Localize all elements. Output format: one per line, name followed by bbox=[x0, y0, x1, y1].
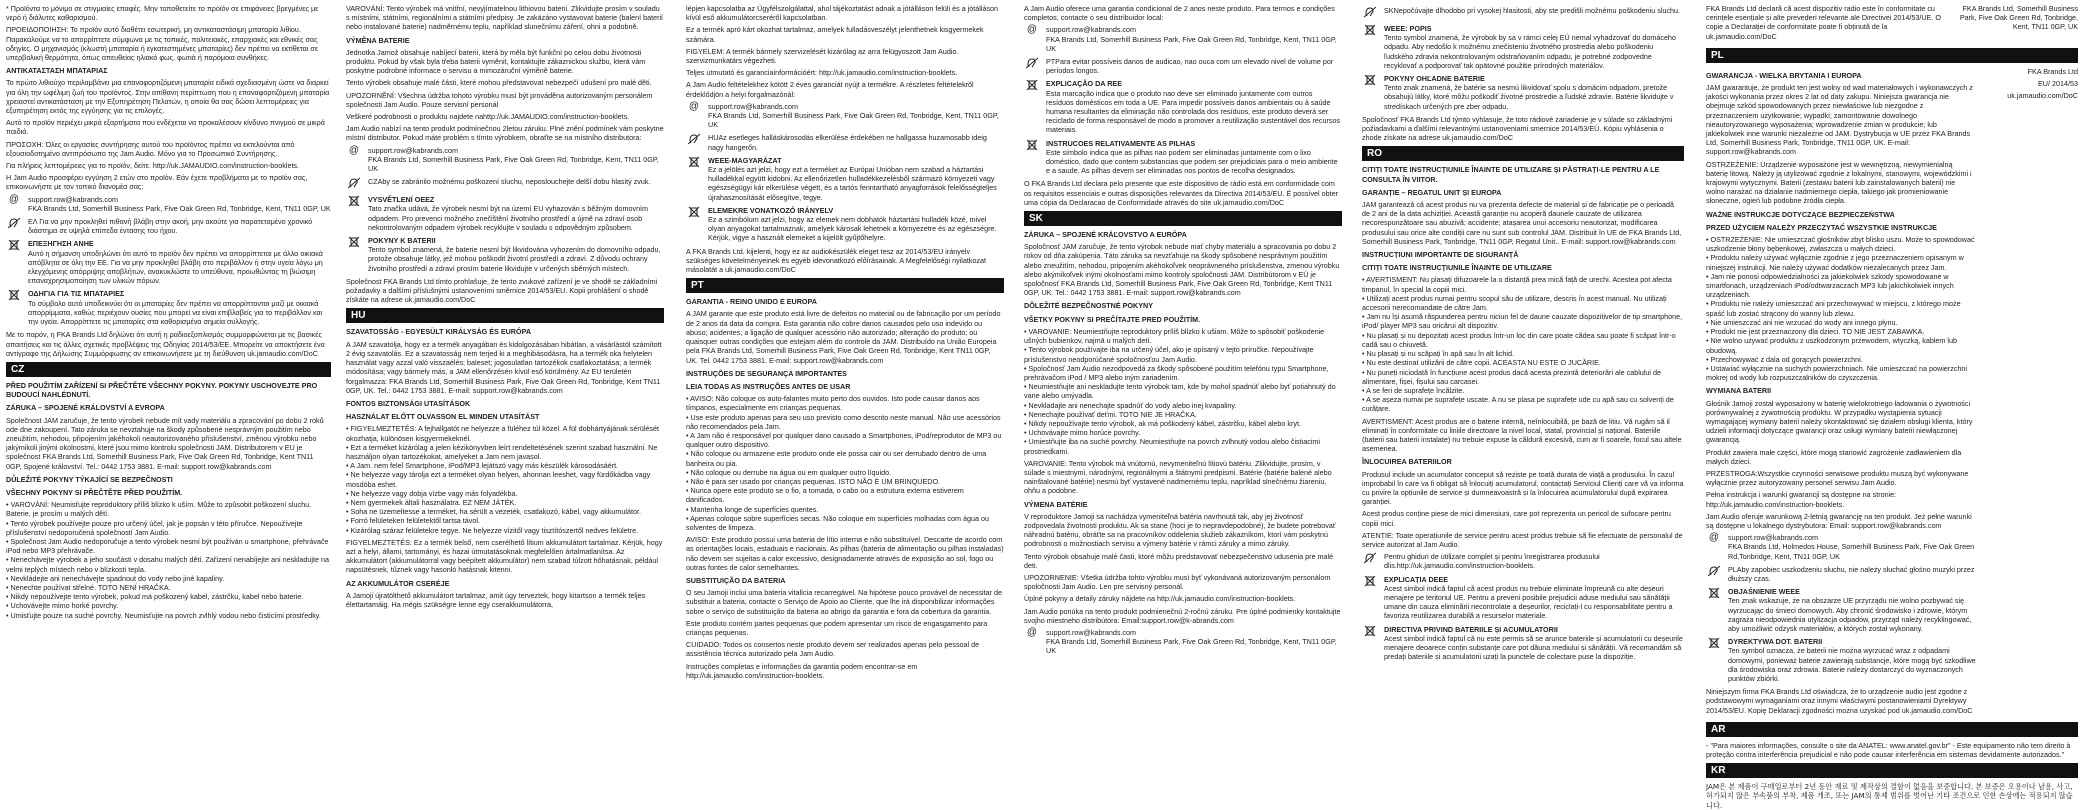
hu-warning: FIGYELMEZTETÉS: Ez a termék belső, nem cserélhető lítium akkumulátort tartalmaz. Kérjük, hogy azt a helyi, állami, tartományi, és hazai útmutatásoknak megfelelően ártalmatlanítsa. Az akkumulátort (akkumulátorral vagy beépített akkumulátor) nem szabad túlzott hőhatásnak, például napsütésnek, tűznek vagy hasonló hatásnak kitenni. bbox=[346, 537, 663, 575]
sk-email: support.row@kabrands.com bbox=[1046, 627, 1136, 637]
ro-caution: ATENȚIE: Toate operațiunile de service pentru acest produs trebuie să fie efectuate de personalul de service autorizat al Jam Audio. bbox=[1362, 530, 1683, 549]
sk-company: FKA Brands Ltd, Somerhill Business Park, Five Oak Green Rd, Tonbridge, Kent, TN11 0GP, UK bbox=[1046, 637, 1337, 656]
greek-hearing bbox=[6, 217, 331, 235]
greek-info: Για πλήρεις λεπτομέρειες για το προϊόν, δείτε. http://uk.JAMAUDIO.com/instruction-booklets. bbox=[6, 161, 300, 171]
greek-battery-dir-text: Το σύμβολο αυτό υποδεικνύει ότι οι μπαταρίες δεν πρέπει να απορρίπτονται μαζί με οικιακά απορρίμματα, καθώς περιέχουν ουσίες που μπορεί να είναι επιβλαβείς για το περιβάλλον και την υγεία. Απορρίπτετε τις μπαταρίες στα καθορισμένα σημεία συλλογής. bbox=[28, 298, 323, 327]
pt-caution: CUIDADO: Todos os consertos neste produto devem ser realizados apenas pelo pessoal de assistência técnica autorizado pela Jam Audio. bbox=[686, 640, 980, 659]
section-header-kr: KR bbox=[1706, 763, 2078, 778]
hu-warranty: A JAM szavatolja, hogy ez a termék anyagában és kidolgozásában hibátlan, a vásárlástól számított 2 évig szavatolás. Ez a szavatosság nem terjed ki a meghibásodásra, ha a termék oka helytelen használat vagy azzal való visszaélés; baleset; jogosulatlan tartozékok csatlakoztatása; a termék módosítása; vagy bármely más, a JAM ellenőrzésén kívül eső körülmény. Az EU területén forgalmazza: FKA Brands Ltd, Somerhill Business Park, Five Oak Green Rd, Tonbridge, Kent TN11 0GP, UK. Tel.: 0442 1753 3881. E-mail: support.row@kabrands.com bbox=[346, 339, 662, 395]
ro-battery-dir-text: Acest simbol indică faptul că nu este permis să se arunce bateriile și acumulatorii cu deșeurile menajere deoarece conțin substanțe care pot dăuna mediului și sănătății. Vă recomandăm să predați bateriile și acumulatorii uzați la punctele de colectare puse la dispoziție. bbox=[1384, 633, 1683, 662]
column-5 bbox=[1362, 4, 1684, 745]
section-header-ro: RO bbox=[1362, 146, 1684, 161]
section-header-ar: AR bbox=[1706, 722, 2078, 737]
cz-company: FKA Brands Ltd, Somerhill Business Park, Five Oak Green Rd, Tonbridge, Kent, TN11 0GP, UK bbox=[368, 154, 659, 174]
ear-icon bbox=[1706, 565, 1722, 579]
pt-warning: AVISO: Este produto possui uma bateria de lítio interna e não substituível. Descarte de acordo com as orientações locais, estaduais e nacionais. As pilhas (bateria de alimentação ou pilhas instaladas) não devem ser sujeitas a calor excessivo, designadamente através de exposição ao sol, fogo ou outras fontes de calor semelhantes. bbox=[686, 535, 1004, 572]
crossed-bin-icon bbox=[1024, 79, 1040, 93]
greek-hearing-text: ΕΛ Για να μην προκληθεί πιθανή βλάβη στην ακοή, μην ακούτε για παρατεταμένο χρονικό διάστημα σε υψηλά επίπεδα έντασης του ήχου. bbox=[28, 217, 313, 236]
ro-read-title: CITIȚI TOATE INSTRUCȚIUNILE ÎNAINTE DE UTILIZARE bbox=[1362, 263, 1552, 273]
hu-title: SZAVATOSSÁG - EGYESÜLT KIRÁLYSÁG ÉS EURÓPA bbox=[346, 327, 532, 337]
cz-safety-title: DŮLEŽITÉ POKYNY TÝKAJÍCÍ SE BEZPEČNOSTI bbox=[6, 474, 173, 484]
sk-safety-title: DÔLEŽITÉ BEZPEČNOSTNÉ POKYNY bbox=[1024, 301, 1153, 311]
ro-warning: AVERTISMENT: Acest produs are o baterie internă, neînlocuibilă, pe bază de litiu. Vă rugăm să il eliminați în conformitate cu liniile directoare la nivel local, statal, provincial și național. Bateriile (baterii sau baterii instalate) nu trebuie expuse la căldură excesivă, cum ar fi soarele, focul sau altele asemenea. bbox=[1362, 416, 1682, 454]
pl-warranty: JAM gwarantuje, że produkt ten jest wolny od wad materiałowych i wykonawczych z jakości wykonania przez okres 2 lat od daty zakupu. Niniejsza gwarancja nie obejmuje szkód spowodowanych przez niewłaściwe lub niezgodne z przeznaczeniem użytkowanie; wypadki; zamontowanie dowolnego nieautoryzowanego wyposażenia; wprowadzenie zmian w produkcie; lub jakiekolwiek inne warunki niezależne od JAM. Dystrybucja w UE przez FKA Brands Ltd, Somerhill Business Park, Tonbridge, TN11 0GP, UK. E-mail: support.row@kabrands.com bbox=[1706, 83, 1973, 157]
sk-battery-title: VÝMENA BATÉRIE bbox=[1024, 499, 1088, 509]
hu-small-parts: Ez a termék apró kárt okozhat tartalmaz, amelyek fulladásveszélyt jelenthetnek kisgyermekek számára. bbox=[686, 25, 984, 44]
sk-battery-dir-title: POKYNY OHĽADNE BATERIE bbox=[1384, 74, 1485, 84]
hu-email: support.row@kabrands.com bbox=[708, 101, 798, 111]
ro-hearing-text: Pentru ghiduri de utilizare complet și pentru înregistrarea produsului dlis.http://uk.jamaudio.com/instruction-booklets. bbox=[1384, 552, 1600, 571]
ro-title: CITIȚI TOATE INSTRUCȚIUNILE ÎNAINTE DE UTILIZARE ȘI PĂSTRAȚI-LE PENTRU A LE CONSULTA ÎN VIITOR. bbox=[1362, 165, 1660, 184]
ro-weee bbox=[1362, 575, 1684, 621]
cz-warranty: Společnost JAM zaručuje, že tento výrobek nebude mít vady materiálu a zpracování po dobu 2 roků ode dne zakoupení. Tato záruka se nevztahuje na škody způsobené nesprávným použitím nebo zneužitím, nehodou, připojením jakéhokoli neautorizovaného příslušenství, změnou výrobku nebo jakýmikoli jinými okolnostmi, které jsou mimo kontrolu společnosti JAM. Distributorem v EU je společnost FKA Brands Ltd, Somerhill Business Park, Five Oak Green Rd, Tonbridge, Kent TN11 0GP, Spojené království. Tel.: 0442 1753 3881. E-mail: support.row@kabrands.com bbox=[6, 415, 324, 471]
greek-battery-text: Το πρώτο λιθιούχο περιλαμβάνει μια επαναφορτιζόμενη μπαταρία ειδικά σχεδιασμένη ώστε να διαρκεί για όλη την ωφέλιμη ζωή του προϊόντος. Στην απίθανη περίπτωση που η επαναφορτιζόμενη μπαταρία χρειαστεί αντικατάσταση με την Εξυπηρέτηση Πελατών, η οποία θα σας δώσει λεπτομέρειες για εξυπηρέτηση εκτός της εγγύησης για τις επιλογές. bbox=[6, 78, 330, 116]
pt-hearing bbox=[1024, 57, 1342, 75]
cz-declaration: Společnost FKA Brands Ltd tímto prohlašuje, že tento zvukové zařízení je ve shodě se základními požadavky a dalšími příslušnými ustanoveními směrnice 2014/53/EU. Kopii prohlášení o shodě získáte na adrese uk.jamaudio.com/DoC bbox=[346, 276, 658, 305]
sk-contact: Jam Audio ponúka na tento produkt podmienečnú 2-ročnú záruku. Pre úplné podmienky kontaktujte svojho miestneho distribútora: Email:support.row@k-abrands.com bbox=[1024, 606, 1341, 625]
pl-caution: PRZESTROGA:Wszystkie czynności serwisowe produktu muszą być wykonywane wyłącznie przez autoryzowany personel serwisu Jam Audio. bbox=[1706, 468, 1969, 488]
pl-read-title: PRZED UŻYCIEM NALEŻY PRZECZYTAĆ WSZYSTKIE INSTRUKCJE bbox=[1706, 222, 1937, 232]
greek-address bbox=[6, 195, 331, 213]
pl-section bbox=[1706, 67, 1976, 718]
cz-small-parts: Tento výrobek obsahuje malé části, které mohou představovat nebezpečí udušení pro malé děti. bbox=[346, 78, 652, 88]
ro-battery: Produsul include un acumulator conceput să reziste pe toată durata de viață a produsului. În cazul improbabil în care va fi obligat să înlocuiți acumulatorul, contactați Serviciul Clienți care vă va informa cu privire la opțiunile de service și dumneavoastră și la înlocuirea acumulatorului după expirarea garanției. bbox=[1362, 469, 1684, 507]
pl-battery-dir-title: DYREKTYWA DOT. BATERII bbox=[1728, 637, 1823, 647]
cz-hearing bbox=[346, 177, 664, 191]
pl-battery: Głośnik Jamoji został wyposażony w baterię wielokrotnego ładowania o żywotności porównywalnej z żywotnością produktu. W przypadku wystąpienia sytuacji wymagającej wymiany baterii należy skontaktować się działem obsługi klienta, który udzieli informacji dotyczące gwarancji oraz usługi wymiany baterii niewłączonej gwarancją. bbox=[1706, 398, 1973, 445]
column-2 bbox=[346, 4, 664, 745]
pt-small-parts: Este produto contém partes pequenas que podem apresentar um risco de engasgamento para crianças pequenas. bbox=[686, 618, 988, 637]
pl-warning: OSTRZEŻENIE: Urządzenie wyposażone jest w wewnętrzną, niewymienialną baterię litową. Należy ją utylizować zgodnie z lokalnymi, stanowymi, wojewódzkimi i krajowymi wytycznymi. Baterii (zestawu baterii lub zainstalowanych baterii) nie wolno narażać na działanie nadmiernego ciepła, takiego jak promieniowanie słoneczne, ogień lub podobne źródła ciepła. bbox=[1706, 159, 1972, 206]
ro-small-parts: Acest produs conține piese de mici dimensiuni, care pot reprezenta un pericol de sufocare pentru copiii mici. bbox=[1362, 509, 1671, 528]
pt-read-title: LEIA TODAS AS INSTRUÇÕES ANTES DE USAR bbox=[686, 381, 851, 391]
pl-address bbox=[1706, 533, 1976, 561]
hu-hearing-text: HUAz esetleges halláskárosodás elkerülése érdekében ne hallgassa huzamosabb ideig nagy hangerőn. bbox=[708, 133, 987, 152]
pt-battery-dir-title: INSTRUCOES RELATIVAMENTE AS PILHAS bbox=[1046, 138, 1196, 148]
crossed-bin-icon bbox=[1706, 587, 1722, 601]
greek-contact: Η Jam Audio προσφέρει εγγύηση 2 ετών στο προϊόν. Εάν έχετε προβλήματα με το προϊόν σας, επικοινωνήστε με τον τοπικό διανομέα σας: bbox=[6, 173, 308, 192]
cz-title: PŘED POUŽITÍM ZAŘÍZENÍ SI PŘEČTĚTE VŠECHNY POKYNY. POKYNY USCHOVEJTE PRO BUDOUCÍ NAHLÉDNUTÍ. bbox=[6, 380, 318, 400]
ear-icon bbox=[346, 177, 362, 191]
cz-battery-dir-title: POKYNY K BATERII bbox=[368, 236, 436, 246]
greek-battery-dir bbox=[6, 289, 331, 326]
cz-contact: Jam Audio nabízí na tento produkt podmínečnou 2letou záruku. Plné znění podmínek vám poskytne místní distributor. Pokud máte problém s tímto výrobkem, obraťte se na místního distributora: bbox=[346, 124, 664, 143]
crossed-bin-icon bbox=[346, 236, 362, 250]
pl-safety-title: WAŻNE INSTRUKCJE DOTYCZĄCE BEZPIECZEŃSTWA bbox=[1706, 209, 1895, 219]
sk-battery: V reproduktore Jamoji sa nachádza vymeniteľná batéria navrhnutá tak, aby jej životnosť zodpovedala životnosti produktu. Ak sa stane (hoci je to nepravdepodobné), že budete potrebovať náhradnú batériu, obráťte sa na pracovníkov oddelenia služieb zákazníkom, ktorí vám poskytnú podrobnosti o možnostiach servisu a výmeny batérie v rámci záruky a mimo záruky. bbox=[1024, 511, 1336, 549]
column-4 bbox=[1024, 4, 1342, 745]
ear-icon bbox=[1024, 57, 1040, 71]
column-1 bbox=[6, 4, 331, 745]
cz-warning: VAROVÁNÍ: Tento výrobek má vnitřní, nevyjímatelnou lithiovou baterii. Zlikvidujte prosím v souladu s místními, státními, regionálními a státními předpisy. Je zakázáno vystavovat baterie (balení baterií nebo instalované baterie) nadměrnému teplu, například slunečnímu záření, ohni a podobně. bbox=[346, 4, 664, 32]
hu-details: Teljes utmutató és garanciainformációért: http://uk.jamaudio.com/instruction-booklets. bbox=[686, 68, 958, 78]
pl-battery-dir-text: Ten symbol oznacza, że baterii nie można wyrzucać wraz z odpadami domowymi, ponieważ baterie zawierają substancje, które mogą być szkodliwe dla środowiska oraz zdrowia. Baterie należy dostarczyć do wyznaczonych punktów zbiórki. bbox=[1728, 646, 1976, 683]
pl-weee bbox=[1706, 587, 1976, 633]
pl-battery-dir bbox=[1706, 637, 1976, 683]
pl-contact: Jam Audio oferuje warunkową 2-letnią gwarancję na ten produkt. Jeż pełne warunki są dostępne u lokalnego dystrybutora: Email: support.row@kabrands.com bbox=[1706, 511, 1972, 530]
pl-safety-list: • OSTRZEŻENIE: Nie umieszczać głośników zbyt blisko uszu. Może to spowodować uszkodzenie błony bębenkowej, zwłaszcza u małych dzieci. • Produktu należy używać wyłącznie zgodnie z jego przeznaczeniem opisanym w niniejszej instrukcji. Nie należy używać dodatków niezalecanych przez Jam. • Jam nie ponosi odpowiedzialności za jakiekolwiek szkody spowodowane w smartfonach, urządzeniach iPod/odtwarzaczach MP3 lub jakichkolwiek innych urządzeniach. • Produktu nie należy umieszczać ani przechowywać w miejscu, z którego może spaść lub zostać strącony do wanny lub zlewu. • Nie umieszczać ani nie wrzucać do wody ani innego płynu. • Produkt nie jest przeznaczony dla dzieci. TO NIE JEST ZABAWKA. • Nie wolno używać produktu z uszkodzonym przewodem, wtyczką, kablem lub obudową. • Przechowywać z dala od gorących powierzchni. • Ustawiać wyłącznie na suchych powierzchniach. Nie umieszczać na powierzchni mokrej od wody lub rozpuszczalników do czyszczenia. bbox=[1706, 235, 1975, 383]
hu-address bbox=[686, 102, 1004, 130]
cz-safety-list: • VAROVÁNÍ: Neumisťujte reproduktory příliš blízko k uším. Může to způsobit poškození sluchu. Baterie, je prosím u malých dětí. • Tento výrobek používejte pouze pro určený účel, jak je popsán v této příručce. Nepoužívejte příslušenství nedoporučená společností Jam Audio. • Společnost Jam Audio nedoporučuje a tento výrobek nesmí být používán u smartphone, přehrávače iPod nebo MP3 přehrávače. • Nenechávejte výrobek a jeho součásti v dosahu malých dětí. Zařízení nenabíjejte ani neskladujte na velmi teplých místech nebo v blízkosti tepla. • Nevkládejte ani nenechávejte spadnout do vody nebo jiné kapaliny. • Nenechte používat střelné. TOTO NENÍ HRAČKA. • Nikdy nepoužívejte tento výrobek, pokud má poškozený kabel, zástrčku, kabel nebo baterie. • Uchovávejte mimo horké povrchy. • Umisťujte pouze na suché povrchy. Neumisťujte na povrch zvlhlý vodou nebo čisticími prostředky. bbox=[6, 500, 329, 620]
greek-intro: * Προϊόντα το μόνιμο σε στιγμιαίες επαφές. Μην τοποθετείτε το προϊόν σε επιφάνειες βρεγμένες με νερό ή διάλυτες καθαρισμού. bbox=[6, 4, 319, 23]
crossed-bin-icon bbox=[1362, 625, 1378, 639]
sk-hearing bbox=[1362, 6, 1684, 20]
greek-warning: ΠΡΟΕΙΔΟΠΟΙΗΣΗ: Το προϊόν αυτό διαθέτει εσωτερική, μη αντικαταστάσιμη μπαταρία λιθίου. Παρακαλούμε να το απορρίπτετε σύμφωνα με τις τοπικές, πολιτειακές, επαρχιακές και εθνικές σας οδηγίες. Ο μηχανισμός (κλωστή μπαταρία ή εγκατεστημένες μπαταρίες) δεν πρέπει να εκτίθεται σε υπερβολική θερμότητα, όπως απευθείας ηλιακό φως, φωτιά ή παρόμοια συνθήκες. bbox=[6, 25, 319, 63]
cz-caution: UPOZORNĚNÍ: Všechna údržba tohoto výrobku musí být prováděna autorizovaným personálem společnosti Jam Audio. Pouze servisní personál bbox=[346, 90, 653, 109]
ar-doc-url: uk.jamaudio.com/DoC bbox=[2007, 91, 2078, 101]
greek-company: FKA Brands Ltd, Somerhill Business Park, Five Oak Green Rd, Tonbridge, Kent, TN11 0GP, UK bbox=[28, 203, 331, 213]
crossed-bin-icon bbox=[1362, 575, 1378, 589]
cz-battery-title: VÝMĚNA BATERIE bbox=[346, 35, 410, 45]
pt-declaration: O FKA Brands Ltd declara pelo presente que este dispositivo de rádio está em conformidade com os requisitos essenciais e outras disposições relevantes da Directiva 2014/53/EU. É possível obter uma cópia da Declaracao de Conformidade através do site uk.jamaudio.com/DoC bbox=[1024, 179, 1339, 207]
cz-battery: Jednotka Jamož obsahuje nabíjecí baterii, která by měla být funkční po celou dobu životnosti produktu. Pokud by však byla třeba baterii vyměnit, kontaktujte zákaznickou službu, která vám poskytne podrobné informace o servisu a mimozáruční výměně baterie. bbox=[346, 47, 646, 76]
sk-small-parts: Tento výrobok obsahuje malé časti, ktoré môžu predstavovať nebezpečenstvo udusenia pre malé deti. bbox=[1024, 551, 1334, 570]
sk-read-title: VŠETKY POKYNY SI PREČÍTAJTE PRED POUŽITÍM. bbox=[1024, 314, 1201, 324]
greek-weee-text: Αυτό η σήμανση υποδηλώνει ότι αυτό το προϊόν δεν πρέπει να απορρίπτεται με άλλα οικιακά απόβλητα σε όλη την ΕΕ. Για να μην προκληθεί βλάβη στο περιβάλλον ή στην υγεία λόγω μη ελεγχόμενης απόρριψης αποβλήτων, ανακυκλώστε το υπεύθυνα, προωθώντας τη βιώσιμη επαναχρησιμοποίηση των υλικών πόρων. bbox=[28, 248, 323, 286]
crossed-bin-icon bbox=[1362, 74, 1378, 88]
ro-warranty: JAM garantează că acest produs nu va prezenta defecte de material și de fabricație pe o perioadă de 2 ani de la data achiziției. Această garanție nu acoperă daunele cauzate de utilizarea necorespunzătoare sau abuzivă; accidente; atașarea unui accesoriu neautorizat, modificarea produsului sau orice alte condiții care nu sunt sub controlul JAM. Distribuit în UE de FKA Brands Ltd, Somerhill Business Park, Tonbridge, TN11 0GP, Regatul Unit.. E-mail: support.row@kabrands.com bbox=[1362, 200, 1682, 246]
crossed-bin-icon bbox=[686, 156, 702, 170]
hu-battery-dir-text: Ez a szimbólum azt jelzi, hogy az elemek nem dobhatók háztartási hulladék közé, mivel olyan anyagokat tartalmaznak, amelyek károsak lehetnek a környezetre és az egészségre. Kérjük, vigye a használt elemeket a kijelölt gyűjtőhelyre. bbox=[708, 215, 997, 243]
hu-read-title: HASZNÁLAT ELŐTT OLVASSON EL MINDEN UTASÍTÁST bbox=[346, 412, 540, 422]
cz-email: support.row@kabrands.com bbox=[368, 145, 458, 155]
pt-hearing-text: PTPara evitar possíveis danos de audicao, nao ouca com um elevado nivel de volume por períodos longos. bbox=[1046, 57, 1334, 76]
cz-weee-title: VYSVĚTLENÍ OEEZ bbox=[368, 195, 435, 205]
ro-battery-title: ÎNLOCUIREA BATERIILOR bbox=[1362, 457, 1452, 467]
sk-weee-title: WEEE: POPIS bbox=[1384, 24, 1432, 33]
pl-company: FKA Brands Ltd, Holmedos House, Somerhill Business Park, Five Oak Green Rd,Tonbridge, Kent, TN11 0GP, UK bbox=[1728, 542, 1975, 561]
hu-company: FKA Brands Ltd, Somerhill Business Park, Five Oak Green Rd, Tonbridge, Kent, TN11 0GP, UK bbox=[708, 111, 999, 130]
email-icon: @ bbox=[1026, 626, 1038, 638]
sk-weee bbox=[1362, 24, 1684, 70]
pt-details: Instruções completas e informações da garantia podem encontrar-se em http://uk.jamaudio.com/instruction-booklets. bbox=[686, 661, 918, 680]
hu-safety-title: FONTOS BIZTONSÁGI UTASÍTÁSOK bbox=[346, 398, 471, 408]
ro-battery-dir-title: DIRECTIVA PRIVIND BATERIILE ȘI ACUMULATORII bbox=[1384, 624, 1558, 634]
greek-caution: ΠΡΟΣΟΧΗ: Όλες οι εργασίες συντήρησης αυτού του προϊόντος πρέπει να εκτελούνται από εξουσιοδοτημένο αντιπρόσωπο της Jam Audio. Μόνο για το Προσωπικό Συντήρησης. bbox=[6, 139, 295, 158]
sk-details: Úplné pokyny a detaily záruky nájdete na http://uk.jamaudio.com/instruction-booklets. bbox=[1024, 594, 1296, 604]
pt-weee bbox=[1024, 79, 1342, 134]
section-header-sk: SK bbox=[1024, 211, 1342, 226]
arabic-side-column bbox=[1984, 67, 2078, 718]
ar-text: - "Para maiores informações, consulte o site da ANATEL: www.anatel.gov.br" - Este equipamento não tem direito à proteção contra interferência prejudicial e não pode causar interferência em sistemas devidamente autorizados." bbox=[1706, 740, 2071, 760]
greek-battery-dir-title: ΟΔΗΓΙΑ ΓΙΑ ΤΙΣ ΜΠΑΤΑΡΙΕΣ bbox=[28, 289, 125, 299]
sk-address bbox=[1024, 628, 1342, 656]
hu-battery-dir-title: ELEMEKRE VONATKOZÓ IRÁNYELV bbox=[708, 205, 834, 215]
pt-company: FKA Brands Ltd, Somerhill Business Park, Five Oak Green Rd, Tonbridge, Kent, TN11 0GP, UK bbox=[1046, 34, 1337, 53]
hu-declaration: A FKA Brands Ltd. kijelenti, hogy ez az audiokészülék eleget tesz az 2014/53/EU irányelv szükséges követelményeinek és egyéb idevonatkozó előírásainak. A Megfelelőségi nyilatkozat másolatát a uk.jamaudio.com/DoC bbox=[686, 246, 987, 275]
ar-directive: 2014/53 /EU bbox=[2038, 79, 2078, 89]
ro-declaration: FKA Brands Ltd declară că acest dispozitiv radio este în conformitate cu cerințele esențiale și alte prevederi relevante ale Directivei 2014/53/UE. O copie a Declarației de conformitate poate fi obținută de la uk.jamaudio.com/DoC bbox=[1706, 4, 1941, 41]
ro-battery-dir bbox=[1362, 625, 1684, 662]
section-header-hu: HU bbox=[346, 308, 664, 323]
crossed-bin-icon bbox=[1362, 24, 1378, 38]
section-header-cz: CZ bbox=[6, 362, 331, 377]
crossed-bin-icon bbox=[1024, 139, 1040, 153]
cz-weee bbox=[346, 195, 664, 232]
ear-icon bbox=[6, 217, 22, 231]
sk-warranty: Spoločnosť JAM zaručuje, že tento výrobok nebude mať chyby materiálu a spracovania po dobu 2 rokov od dňa zakúpenia. Táto záruka sa nevzťahuje na škody spôsobené nesprávnym použitím alebo zneužitím, nehodou, pripojením akéhokoľvek neoprávneného príslušenstva, zmenou výrobku alebo akýmikoľvek inými okolnosťami mimo kontroly spoločnosti JAM. Distribútorom v EÚ je spoločnosť FKA Brands Ltd, Somerhill Business Park, Five Oak Green Rd, Tonbridge, Kent TN11 0GP, UK. Tel.: 0442 1753 3881. E-mail: support.row@kabrands.com bbox=[1024, 242, 1340, 298]
pl-and-arabic bbox=[1706, 67, 2078, 718]
greek-weee bbox=[6, 239, 331, 285]
greek-email: support.row@kabrands.com bbox=[28, 194, 118, 204]
hu-weee-text: Ez a jelölés azt jelzi, hogy ezt a terméket az Európai Unióban nem szabad a háztartási hulladékkal együtt kidobni. Az ellenőrizetlen hulladékkezelésből származó környezeti vagy egészségügyi kár elkerülése végett, és a tartós fenntartható anyagforrások felelősségteljes újrahasznosítását elősegítve, tegye. bbox=[708, 165, 997, 202]
sk-title: ZÁRUKA – SPOJENÉ KRÁĽOVSTVO A EURÓPA bbox=[1024, 230, 1187, 240]
pt-address bbox=[1024, 25, 1342, 53]
crossed-bin-icon bbox=[6, 289, 22, 303]
pt-title: GARANTIA - REINO UNIDO E EUROPA bbox=[686, 297, 817, 307]
email-icon: @ bbox=[348, 144, 360, 156]
pt-battery-dir bbox=[1024, 139, 1342, 176]
hu-battery-cont: lépjen kapcsolatba az Ügyfélszolgálattal, ahol tájékoztatást adnak a jótálláson felüli és a jótálláson kívül eső akkumulátorcseréről kapcsolatban. bbox=[686, 4, 999, 23]
pl-details: Pełna instrukcja i warunki gwarancji są dostępne na stronie: http://uk.jamaudio.com/instruction-booklets. bbox=[1706, 490, 1897, 509]
ro-warranty-title: GARANȚIE – REGATUL UNIT ȘI EUROPA bbox=[1362, 187, 1502, 197]
greek-weee-title: ΕΠΕΞΗΓΗΣΗ ΑΝΗΕ bbox=[28, 239, 94, 249]
pt-warranty: A JAM garante que este produto está livre de defeitos no material ou de fabricação por um período de 2 anos da data da compra. Esta garantia não cobre danos causados pelo uso indevido ou abuso; acidentes; a ligação de qualquer acessório não autorizado; alteração do produto; ou quaisquer outras condições que estejam além do controle da JAM. Distribuído na União Europeia pela FKA Brands Ltd, Somerhill Business Park, Five Oak Green Rd, Tonbridge, Kent TN11 0GP, UK. Tel. 0442 1753 3881. E-mail: support.row@kabrands.com bbox=[686, 309, 1001, 365]
sk-safety-list: • VAROVANIE: Neumiestňujte reproduktory príliš blízko k ušiam. Môže to spôsobiť poškodenie ušných bubienkov, najmä u malých detí. • Tento výrobok používajte iba na určený účel, ako je opísaný v tejto príručke. Nepoužívajte príslušenstvo neodporúčané spoločnosťou Jam Audio. • Spoločnosť Jam Audio nezodpovedá za škody spôsobené použitím telefónu typu Smartphone, prehrávačom iPod / MP3 alebo iným zariadením. • Neumiestňujte ani neskladujte tento výrobok tam, kde by mohol spadnúť alebo byť potiahnutý do vane alebo umývadla. • Nevkladajte ani nenechajte spadnúť do vody alebo inej kvapaliny. • Nenechajte používať deťmi. TOTO NIE JE HRAČKA. • Nikdy nepoužívajte tento výrobok, ak má poškodený kábel, zástrčku, kábel alebo kryt. • Uchovávajte mimo horúce povrchy. • Umiestňujte iba na suché povrchy. Neumiestňujte na povrch zvlhnutý vodou alebo čistiacimi prostriedkami. bbox=[1024, 326, 1336, 456]
pl-hearing-text: PLAby zapobiec uszkodzeniu słuchu, nie należy słuchać głośno muzyki przez dłuższy czas. bbox=[1728, 564, 1975, 583]
column-3 bbox=[686, 4, 1004, 745]
pt-battery: O seu Jamoji inclui uma bateria vitalícia recarregável. Na hipótese pouco provável de necessitar de substituir a bateria, contacte o Serviço de Apoio ao Cliente, que lhe irá disponibilizar informações sobre o serviço de substituição da bateria ao abrigo da garantia e fora da cobertura da garantia. bbox=[686, 588, 1003, 616]
hu-battery-title: AZ AKKUMULÁTOR CSERÉJE bbox=[346, 578, 450, 588]
pl-battery-title: WYMIANA BATERII bbox=[1706, 386, 1772, 396]
pt-weee-title: EXPLICAÇÃO DA REE bbox=[1046, 79, 1123, 89]
pt-contact: A Jam Audio oferece uma garantia condicional de 2 anos neste produto. Para termos e condições completos, contacte o seu distribuidor local: bbox=[1024, 4, 1335, 23]
ear-icon bbox=[1362, 552, 1378, 566]
section-header-pt: PT bbox=[686, 278, 1004, 293]
section-header-pl: PL bbox=[1706, 48, 2078, 63]
ar-company-name: FKA Brands Ltd bbox=[2027, 66, 2078, 76]
pl-warranty-title: GWARANCJA - WIELKA BRYTANIA I EUROPA bbox=[1706, 70, 1862, 80]
pt-email: support.row@kabrands.com bbox=[1046, 25, 1136, 35]
pt-safety-list: • AVISO: Não coloque os auto-falantes muito perto dos ouvidos. Isto pode causar danos aos tímpanos, especialmente em crianças pequenas. • Use este produto apenas para seu uso previsto como descrito neste manual. Não use acessórios não recomendados pela Jam. • A Jam não é responsável por qualquer dano causado a Smartphones, iPod/reprodutor de MP3 ou qualquer outro dispositivo. • Não coloque ou armazene este produto onde ele possa cair ou ser derrubado dentro de uma banheira ou pia. • Não coloque ou derrube na água ou em qualquer outro líquido. • Não é para ser usado por crianças pequenas. ISTO NÃO É UM BRINQUEDO. • Nunca opere este produto se o fio, a tomada, o cabo ou a estrutura externa estiverem danificados. • Mantenha longe de superfícies quentes. • Apenas coloque sobre superfícies secas. Não coloque em superfícies molhadas com água ou solventes de limpeza. bbox=[686, 394, 1002, 532]
email-icon: @ bbox=[688, 100, 700, 112]
cz-battery-dir-text: Tento symbol znamená, že baterie nesmí být likvidována vyhozením do domovního odpadu, protože obsahuje látky, jež mohou poškodit životní prostředí a zdraví. Z důvodu ochrany životního prostředí a zdraví prosím baterie likvidujte v určených sběrných místech. bbox=[368, 245, 661, 273]
hu-safety-list: • FIGYELMEZTETÉS: A fejhallgatót ne helyezze a füléhez túl közel. A fül dobhártyájának sérülését okozhatja, különösen kisgyermekeknél. • Ezt a terméket kizárólag a jelen kézikönyvben leírt rendeltetésének szerint szabad használni. Ne használjon olyan tartozékokat, amelyeket a Jam nem javasol. • A Jam. nem felel Smartphone, iPod/MP3 lejátszó vagy más készülék károsodásáért. • Ne helyezze vagy tárolja ezt a terméket olyan helyen, ahonnan leeshet, vagy fürdőkádba vagy mosdóba eshet. • Ne helyezze vagy dobja vízbe vagy más folyadékba. • Nem gyermekek általi használatra. EZ NEM JÁTÉK. • Soha ne üzemeltesse a terméket, ha sérült a vezeték, csatlakozó, kábel, vagy akkumulátor. • Forró felületeken felületektől tartsa távol. • Kizárólag száraz felületekre tegye. Ne helyezze vízitől vagy tisztítószertől nedves felületre. bbox=[346, 424, 659, 535]
pt-battery-dir-text: Este símbolo indica que as pilhas nao podem ser eliminadas juntamente com o lixo doméstico, dado que contem substancias que podem ser prejudiciais para o meio ambiente e a saude. As pilhas devem ser eliminadas nos pontos de recolha designados. bbox=[1046, 147, 1338, 176]
ear-icon bbox=[686, 133, 702, 147]
kr-text: JAM은 본 제품이 구매일로부터 2년 동안 재료 및 제작상의 결함이 없음을 보증합니다. 본 보증은 오용이나 남용, 사고, 허가되지 않은 부속품의 부착, 제품 개조, 또는 JAM의 통제 범위를 벗어난 기타 조건으로 인한 손상에는 적용되지 않습니다. bbox=[1706, 782, 2073, 810]
ro-safety-list: • AVERTISMENT: Nu plasați difuzoarele la o distanță prea mică față de urechi. Acestea pot afecta timpanul, în special la copiii mici. • Utilizați acest produs numai pentru scopul său de utilizare, descris în acest manual. Nu utilizați accesorii nerecomandate de către Jam. • Jam nu își asumă răspunderea pentru niciun fel de daune cauzate dispozitivelor de tip smartphone, iPod/ player MP3 sau oricărui alt dispozitiv. • Nu plasați și nu depozitați acest produs într-un loc din care poate cădea sau poate fi scăpat într-o cadă sau o chiuvetă. • Nu plasați și nu scăpați în apă sau în alt lichid. • Nu este destinat utilizării de către copii. ACEASTA NU ESTE O JUCĂRIE. • Nu puneți niciodată în funcțiune acest produs dacă acesta prezintă deteriorări ale cablului de alimentare, fișei, fișului sau carcasei. • A se feri de suprafețe încălzite. • A se așeza numai pe suprafețe uscate. A nu se plasa pe suprafețe ude cu apă sau cu solvenți de curățare. bbox=[1362, 275, 1683, 414]
sk-warning: VAROVANIE: Tento výrobok má vnútornú, nevymeniteľnú lítiovú batériu. Zlikvidujte, prosím, v súlade s miestnymi, národnými, regionálnymi a štátnymi predpismi. Batérie (batérie balené alebo nainštalované batérie) nesmú byť vystavené nadmernému teplu, napríklad slnečnému žiareniu, ohňu a podobne. bbox=[1024, 458, 1332, 496]
cz-battery-dir bbox=[346, 236, 664, 273]
email-icon: @ bbox=[8, 193, 20, 205]
pt-safety-title: INSTRUÇÕES DE SEGURANÇA IMPORTANTES bbox=[686, 368, 847, 378]
crossed-bin-icon bbox=[346, 195, 362, 209]
crossed-bin-icon bbox=[1706, 637, 1722, 651]
column-6-top bbox=[1706, 4, 2078, 44]
cz-weee-text: Tato značka udává, že výrobek nesmí být na území EU vyhazován s běžným domovním odpadem. Pro prevenci možného znečištění životního prostředí a újmě na zdraví osob nekontrolovaným odpadem výrobek recyklujte v souladu s odpovědným způsobem. bbox=[368, 204, 649, 232]
greek-notice: Αυτό το προϊόν περιέχει μικρά εξαρτήματα που ενδέχεται να προκαλέσουν κίνδυνο πνιγμού σε μικρά παιδιά. bbox=[6, 118, 325, 137]
cz-warranty-title: ZÁRUKA – SPOJENÉ KRÁLOVSTVÍ A EVROPA bbox=[6, 403, 165, 413]
ar-top-address: FKA Brands Ltd, Somerhill Business Park, Five Oak Green Rd, Tonbridge, Kent, TN11 0GP, UK bbox=[1959, 4, 2078, 32]
cz-hearing-text: CZAby se zabránilo možnému poškození sluchu, neposlouchejte delší dobu hlasitý zvuk. bbox=[368, 177, 651, 187]
crossed-bin-icon bbox=[6, 239, 22, 253]
hu-weee bbox=[686, 156, 1004, 202]
ro-hearing bbox=[1362, 552, 1684, 570]
pl-small-parts: Produkt zawiera małe części, które mogą stanowić zagrożenie zadławieniem dla małych dzieci. bbox=[1706, 447, 1962, 466]
hu-battery-dir bbox=[686, 206, 1004, 243]
greek-declaration: Με το παρόν, η FKA Brands Ltd δηλώνει ότι αυτή η ραδιοεξοπλισμός συμμορφώνεται με τις βασικές απαιτήσεις και τις άλλες σχετικές προβλέψεις της Οδηγίας 2014/53/ΕΕ. Μπορείτε να αποκτήσετε ένα αντίγραφο της Δήλωσης Συμμόρφωσης αν επικοινωνήσετε με τη διεύθυνση uk.jamaudio.com/DoC bbox=[6, 330, 325, 358]
ro-weee-title: EXPLICAȚIA DEEE bbox=[1384, 574, 1449, 584]
email-icon: @ bbox=[1026, 24, 1038, 36]
greek-battery-title: ΑΝΤΙΚΑΤΑΣΤΑΣΗ ΜΠΑΤΑΡΙΑΣ bbox=[6, 66, 108, 76]
cz-read-title: VŠECHNY POKYNY SI PŘEČTĚTE PŘED POUŽITÍM. bbox=[6, 487, 183, 497]
hu-weee-title: WEEE-MAGYARÁZAT bbox=[708, 155, 782, 165]
hu-battery: A Jamoji újratölthető akkumulátort tartalmaz, amit úgy terveztek, hogy kitartson a termék teljes élettartamáig. Ha mégis szükségre lenne egy cserakkumulátorra, bbox=[346, 590, 646, 609]
hu-caution: FIGYELEM: A termék bármely szervizelését kizárólag az arra felügyoszott Jam Audio. szervizmunkatárs végezheti. bbox=[686, 46, 959, 66]
hu-hearing bbox=[686, 133, 1004, 151]
sk-battery-dir bbox=[1362, 74, 1684, 111]
sk-declaration: Spoločnosť FKA Brands Ltd týmto vyhlasuje, že toto rádiové zariadenie je v súlade so základnými požiadavkami a ďalšími relevantnými ustanoveniami smernice 2014/53/EÚ. Kópiu vyhlásenia o zhode získate na adrese uk.jamaudio.com/DoC bbox=[1362, 114, 1673, 143]
ro-weee-text: Acest simbol indică faptul că acest produs nu trebuie eliminate împreună cu alte deșeuri menajere pe teritoriul UE. Pentru a preveni posibile prejudicii aduse mediului sau sănătății umane din cauza eliminării necontrolate a deșeurilor, reciclați-l cu responsabilitate pentru a favoriza reutilizarea durabilă a resurselor materiale. bbox=[1384, 583, 1673, 621]
sk-weee-text: Tento symbol znamená, že výrobok by sa v rámci celej EÚ nemal vyhadzovať do domáceho odpadu. Aby nedošlo k možnému znečisteniu životného prostredia alebo poškodeniu ľudského zdravia nekontrolovaným odstraňovaním odpadu, je potrebné zodpovedne recyklovať a podporovať tak opätovné použitie prírodných materiálov. bbox=[1384, 33, 1676, 70]
pl-hearing bbox=[1706, 565, 1976, 583]
pl-weee-title: OBJAŚNIENIE WEEE bbox=[1728, 587, 1800, 597]
pt-battery-title: SUBSTITUIÇÃO DA BATERIA bbox=[686, 575, 786, 585]
sk-battery-dir-text: Tento znak znamená, že batérie sa nesmú likvidovať spolu s domácim odpadom, pretože obsahujú látky, ktoré môžu poškodiť životné prostredie a ľudské zdravie. Batérie likvidujte v stredískach určených pre zber odpadu. bbox=[1384, 83, 1674, 111]
ear-icon bbox=[1362, 6, 1378, 20]
ro-safety-title: INSTRUCȚIUNI IMPORTANTE DE SIGURANȚĂ bbox=[1362, 250, 1519, 260]
email-icon: @ bbox=[1708, 532, 1720, 544]
cz-details: Veškeré podrobnosti o produktu najdete nahttp://uk.JAMAUDIO.com/instruction-booklets. bbox=[346, 112, 630, 122]
sk-hearing-text: SKNepočúvajte dlhodobo pri vysokej hlasitosti, aby ste predišli možnému poškodeniu sluchu. bbox=[1384, 6, 1681, 15]
pl-declaration: Niniejszym firma FKA Brands Ltd oświadcza, że to urządzenie audio jest zgodne z podstawowymi wymaganiami oraz innymi właściwymi postanowieniami Dyrektywy 2014/53/EU. Kopię Deklaracji zgodności można uzyskać pod uk.jamaudio.com/DoC bbox=[1706, 687, 1973, 715]
sk-caution: UPOZORNENIE: Všetka údržba tohto výrobku musí byť vykonávaná autorizovaným personálom spoločnosti Jam Audio. Len pre servisný personál. bbox=[1024, 572, 1331, 592]
column-6 bbox=[1706, 4, 2078, 810]
cz-address bbox=[346, 146, 664, 174]
crossed-bin-icon bbox=[686, 206, 702, 220]
pt-weee-text: Esta marcação indica que o produto nao deve ser eliminado juntamente com outros resíduos domésticos em toda a UE. Para impedir possíveis danos ambientais ou à saúde humana resultantes da eliminação não controlada dos resíduos, este produto deverá ser reciclado de forma responsável de modo a promover a reutilização sustentável dos recursos materiais. bbox=[1046, 88, 1341, 135]
hu-contact: A Jam Audio feltételekhez kötött 2 éves garanciát nyújt a termékre. A részletes feltételekről érdeklődjön a helyi forgalmazónál: bbox=[686, 80, 974, 99]
pl-weee-text: Ten znak wskazuje, że na obszarze UE przyrządu nie wolno pozbywać się wyrzucając do śmieci domowych. Aby chronić środowisko i zdrowie, którym zagraża nieodpowiednia utylizacja odpadów, przyrząd należy recyklingować, aby umożliwić odzysk materiałów, a których został wykonany. bbox=[1728, 596, 1972, 633]
pl-email: support.row@kabrands.com bbox=[1728, 533, 1818, 543]
